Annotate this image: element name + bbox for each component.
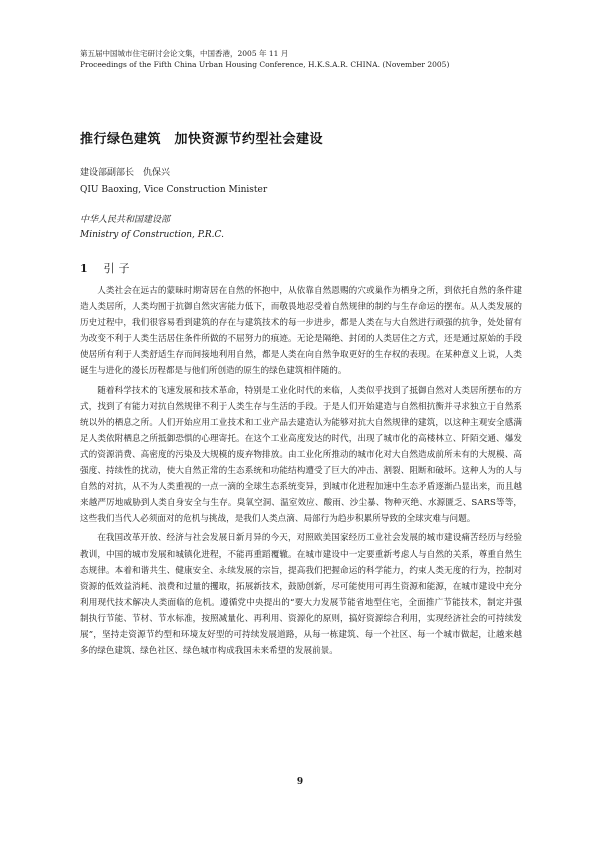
section-number: 1 bbox=[80, 262, 88, 275]
header-line-cn: 第五届中国城市住宅研讨会论文集，中国香港，2005 年 11 月 bbox=[80, 49, 289, 58]
page-number: 9 bbox=[296, 777, 304, 787]
affiliation-en: Ministry of Construction, P.R.C. bbox=[80, 230, 224, 240]
author-en: QIU Baoxing, Vice Construction Minister bbox=[80, 185, 268, 195]
paragraph: 人类社会在远古的蒙昧时期寄居在自然的怀抱中，从依靠自然恩赐的穴或巢作为栖身之所，到依托自然的条件建造人类居所，人类均囿于抗御自然灾害能力低下，而敬畏地忍受着自然规律的制约与生存命运的摆布。从人类发展的历史过程中，我们很容易看到建筑的存在与建筑技术的每一步进步，都是人类在与大自然进行顽强的抗争，处处留有为改变不利于人类生活居住条件所做的不屈努力的痕迹。无论是隔绝、封闭的人类居住之方式，还是通过原始的手段使居所有利于人类舒适生存而间接地利用自然，都是人类在向自然争取更好的生存权的表现。在某种意义上说，人类诞生与进化的漫长历程都是与他们所创造的原生的绿色建筑相伴随的。 bbox=[80, 286, 522, 377]
header-line-en: Proceedings of the Fifth China Urban Housing Conference, H.K.S.A.R. CHINA. (November 2005) bbox=[80, 60, 450, 69]
affiliation-block bbox=[80, 213, 224, 243]
section-title: 引子 bbox=[103, 262, 134, 275]
author-cn: 建设部副部长 仇保兴 bbox=[80, 168, 171, 178]
body-text bbox=[80, 283, 522, 662]
affiliation-cn: 中华人民共和国建设部 bbox=[80, 215, 171, 225]
author-block bbox=[80, 165, 267, 199]
proceedings-header bbox=[80, 48, 540, 70]
paper-title: 推行绿色建筑 加快资源节约型社会建设 bbox=[80, 132, 324, 147]
paragraph: 随着科学技术的飞速发展和技术革命，特别是工业化时代的来临，人类似乎找到了抵御自然对人类居所摆布的方式，找到了有能力对抗自然规律不利于人类生存与生活的手段。于是人们开始建造与自然相抗衡并寻求独立于自然系统以外的栖息之所。人们开始应用工业技术和工业产品去建造认为能够对抗大自然规律的建筑，以这种主观安全感满足人类依附栖息之所抵御恐惧的心理寄托。在这个工业高度发达的时代，出现了城市化的高楼林立、阡陌交通、爆发式的资源消费、高密度的污染及大规模的废弃物排放。由工业化所推动的城市化对大自然造成前所未有的大规模、高强度、持续性的扰动，使大自然正常的生态系统和功能结构遭受了巨大的冲击、割裂、阻断和破坏。这种人为的人与自然的对抗，从不为人类重视的一点一滴的全球生态系统变异，到城市化进程加速中生态矛盾逐渐凸显出来，而且越来越严厉地威胁到人类自身安全与生存。臭氧空洞、温室效应、酸雨、沙尘暴、物种灭绝、水源匮乏、SARS等等，这些我们当代人必须面对的危机与挑战，是我们人类点滴、局部行为趋步积累所导致的全球灾难与问题。 bbox=[80, 385, 522, 525]
paragraph: 在我国改革开放、经济与社会发展日新月异的今天，对照欧美国家经历工业社会发展的城市建设痛苦经历与经验教训，中国的城市发展和城镇化进程，不能再重蹈覆辙。在城市建设中一定要重新考虑人与自然的关系，尊重自然生态规律。本着和谐共生、健康安全、永续发展的宗旨，提高我们把握命运的科学能力，约束人类无度的行为，控制对资源的低效益消耗、浪费和过量的攫取，拓展新技术，鼓励创新，尽可能使用可再生资源和能源，在城市建设中充分利用现代技术解决人类面临的危机。遵循党中央提出的“要大力发展节能省地型住宅，全面推广节能技术，制定并强制执行节能、节材、节水标准，按照减量化、再利用、资源化的原则，搞好资源综合利用，实现经济社会的可持续发展”，坚持走资源节约型和环境友好型的可持续发展道路，从每一栋建筑、每一个社区、每一个城市做起，让越来越多的绿色建筑、绿色社区、绿色城市构成我国未来希望的发展前景。 bbox=[80, 533, 522, 657]
section-heading bbox=[80, 260, 134, 276]
